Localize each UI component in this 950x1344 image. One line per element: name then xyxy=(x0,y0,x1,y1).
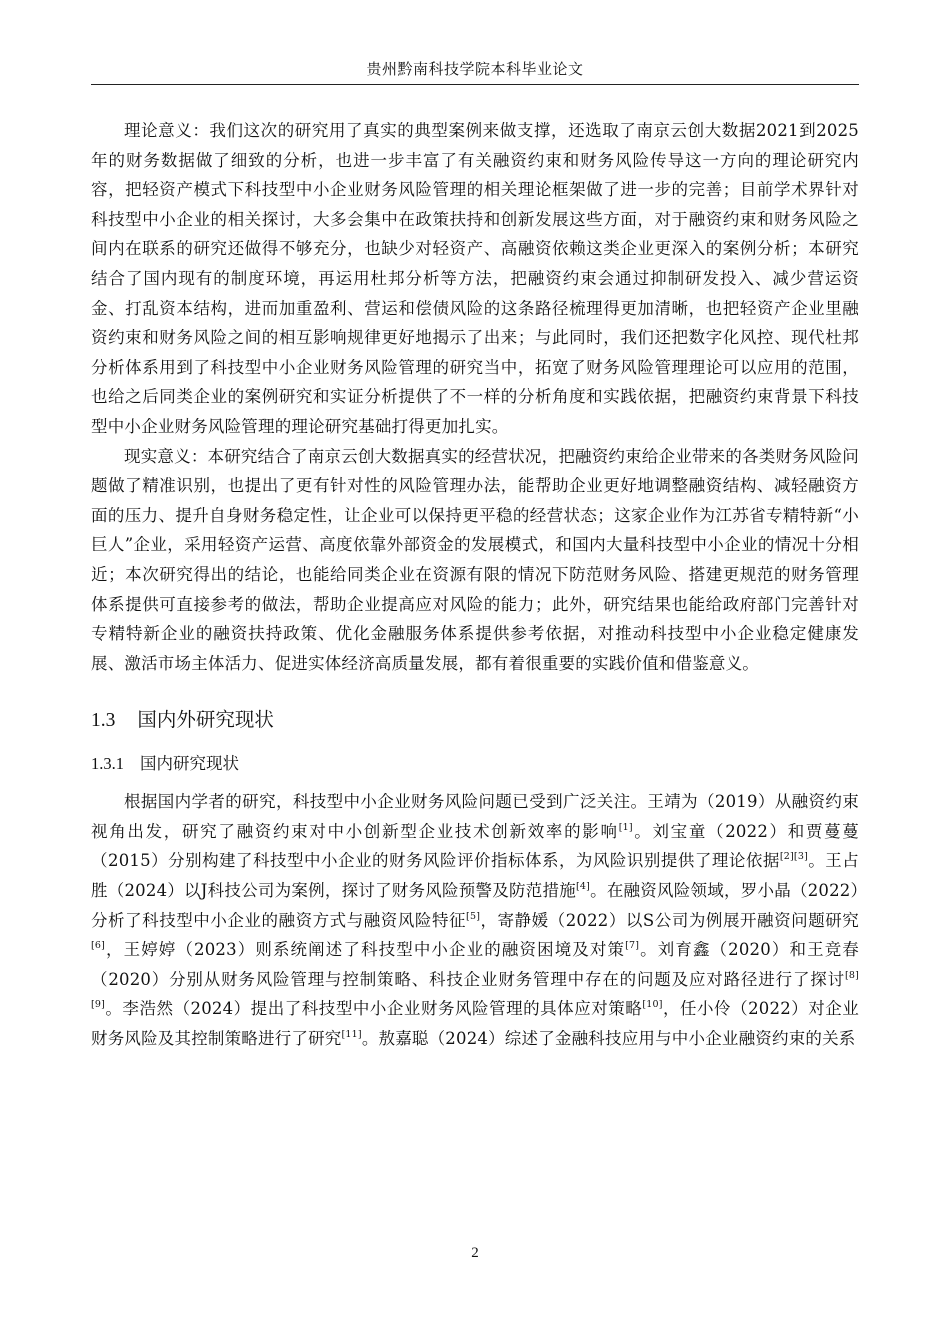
sentence: 根据国内学者的研究，科技型中小企业财务风险问题已受到广泛关注。王靖为（2019）从融资约束视角出发，研究了融资约束对中小创新型企业技术创新效率的影响 xyxy=(91,792,859,841)
section-number: 1.3 xyxy=(91,710,116,732)
sentence: 。王占胜（2024）以J科技公司为案例，探讨了财务风险预警及防范措施 xyxy=(91,851,859,901)
sentence: 。敖嘉聪（2024）综述了金融科技应用与中小企业融资约束的关系 xyxy=(361,1029,856,1049)
citation: [4] xyxy=(575,881,591,893)
section-heading xyxy=(91,704,859,737)
theory-significance-paragraph: 理论意义：我们这次的研究用了真实的典型案例来做支撑，还选取了南京云创大数据2021到2025年的财务数据做了细致的分析，也进一步丰富了有关融资约束和财务风险传导这一方向的理论研究内容，把轻资产模式下科技型中小企业财务风险管理的相关理论框架做了进一步的完善；目前学术界针对科技型中小企业的相关探讨，大多会集中在政策扶持和创新发展这些方面，对于融资约束和财务风险之间内在联系的研究还做得不够充分，也缺少对轻资产、高融资依赖这类企业更深入的案例分析；本研究结合了国内现有的制度环境，再运用杜邦分析等方法，把融资约束会通过抑制研发投入、减少营运资金、打乱资本结构，进而加重盈利、营运和偿债风险的这条路径梳理得更加清晰，也把轻资产企业里融资约束和财务风险之间的相互影响规律更好地揭示了出来；与此同时，我们还把数字化风控、现代杜邦分析体系用到了科技型中小企业财务风险管理的研究当中，拓宽了财务风险管理理论可以应用的范围，也给之后同类企业的案例研究和实证分析提供了不一样的分析角度和实践依据，把融资约束背景下科技型中小企业财务风险管理的理论研究基础打得更加扎实。 xyxy=(91,121,859,436)
citation: [6] xyxy=(91,940,106,952)
citation: [11] xyxy=(341,1029,362,1041)
citation: [5] xyxy=(466,910,481,922)
citation: [1] xyxy=(618,821,633,833)
citation: [7] xyxy=(625,940,640,952)
sentence: 。李浩然（2024）提出了科技型中小企业财务风险管理的具体应对策略 xyxy=(105,999,643,1019)
sentence: 。刘育鑫（2020）和王竞春（2020）分别从财务风险管理与控制策略、科技企业财务管理中存在的问题及应对路径进行了探讨 xyxy=(91,940,859,989)
practical-significance-paragraph: 现实意义：本研究结合了南京云创大数据真实的经营状况，把融资约束给企业带来的各类财务风险问题做了精准识别，也提出了更有针对性的风险管理办法，能帮助企业更好地调整融资结构、减轻融资方面的压力、提升自身财务稳定性，让企业可以保持更平稳的经营状态；这家企业作为江苏省专精特新“小巨人”企业，采用轻资产运营、高度依靠外部资金的发展模式，和国内大量科技型中小企业的情况十分相近；本次研究得出的结论，也能给同类企业在资源有限的情况下防范财务风险、搭建更规范的财务管理体系提供可直接参考的做法，帮助企业提高应对风险的能力；此外，研究结果也能给政府部门完善针对专精特新企业的融资扶持政策、优化金融服务体系提供参考依据，对推动科技型中小企业稳定健康发展、激活市场主体活力、促进实体经济高质量发展，都有着很重要的实践价值和借鉴意义。 xyxy=(91,446,859,673)
sentence: ，王婷婷（2023）则系统阐述了科技型中小企业的融资困境及对策 xyxy=(105,940,626,960)
sentence: 。刘宝童（2022）和贾蔓蔓（2015）分别构建了科技型中小企业的财务风险评价指标体系，为风险识别提供了理论依据 xyxy=(91,821,859,871)
sentence: ，寄静媛（2022）以S公司为例展开融资问题研究 xyxy=(480,910,859,930)
body-text xyxy=(91,116,859,1054)
citation: [2][3] xyxy=(779,851,808,863)
section-title: 国内外研究现状 xyxy=(137,708,274,732)
citation: [8][9] xyxy=(91,969,859,1011)
subsection-number: 1.3.1 xyxy=(91,754,124,774)
running-header: 贵州黔南科技学院本科毕业论文 xyxy=(366,60,584,78)
domestic-research-paragraph xyxy=(91,787,859,1053)
subsection-heading xyxy=(91,749,859,779)
sentence: ，任小伶（2022）对企业财务风险及其控制策略进行了研究 xyxy=(91,999,860,1049)
header-rule xyxy=(91,84,859,85)
subsection-title: 国内研究现状 xyxy=(140,754,239,774)
citation: [10] xyxy=(642,999,663,1011)
page-number: 2 xyxy=(471,1245,479,1261)
sentence: 。在融资风险领域，罗小晶（2022）分析了科技型中小企业的融资方式与融资风险特征 xyxy=(91,881,859,930)
